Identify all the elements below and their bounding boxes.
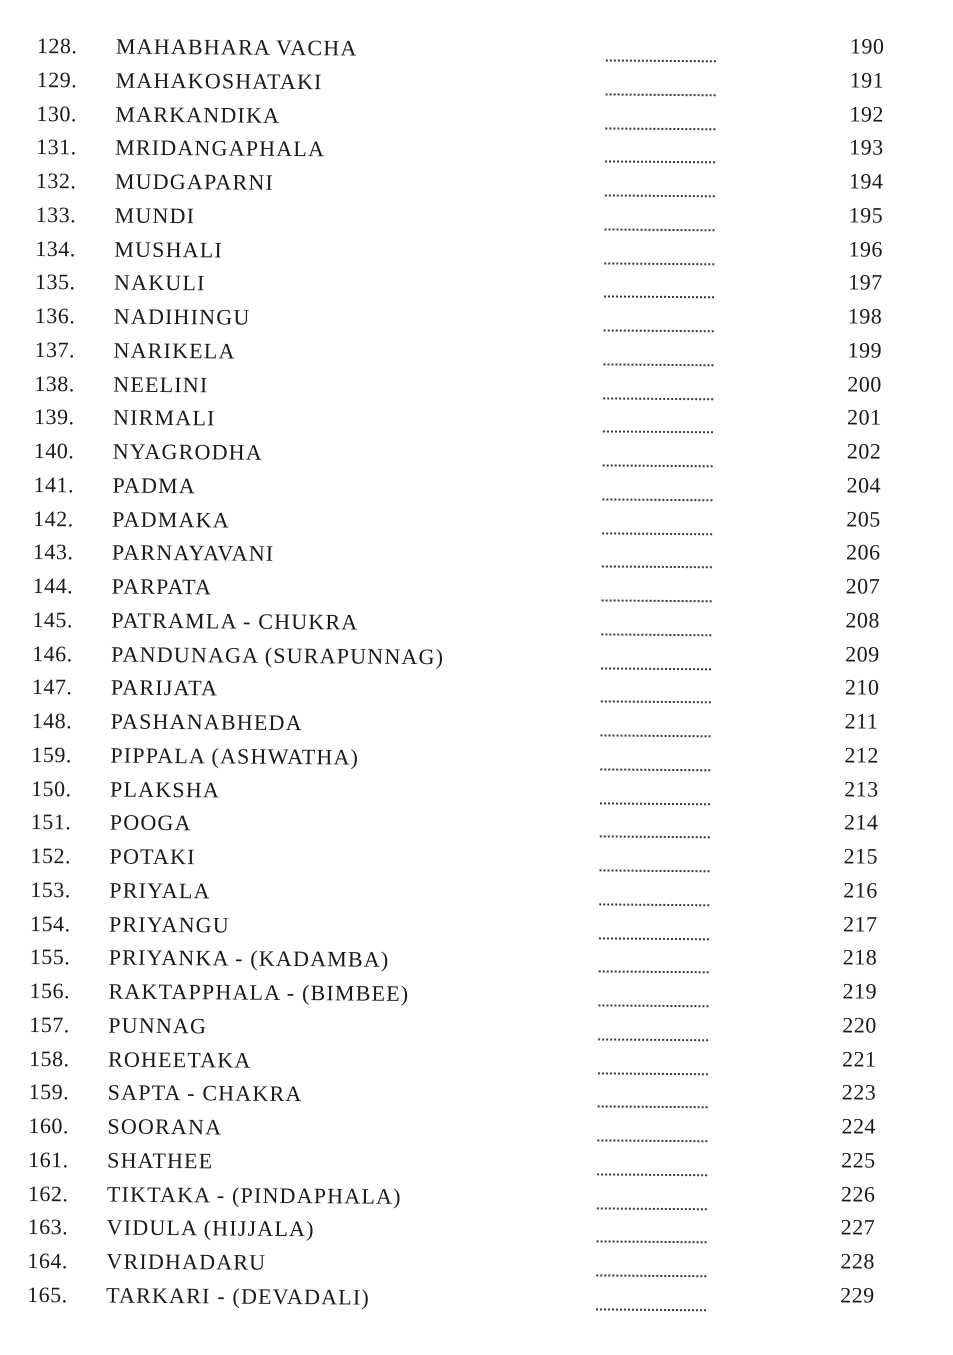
dot-leader xyxy=(603,343,713,366)
entry-number: 129. xyxy=(36,66,78,93)
entry-page-number: 217 xyxy=(842,910,878,937)
dot-leader xyxy=(599,883,709,906)
entry-number: 157. xyxy=(29,1011,70,1038)
entry-number: 161. xyxy=(28,1146,69,1173)
entry-page-number: 213 xyxy=(844,775,879,802)
entry-number: 140. xyxy=(33,437,75,464)
entry-number: 141. xyxy=(33,471,75,498)
entry-title: NIRMALI xyxy=(112,404,216,431)
entry-page-number: 206 xyxy=(845,539,881,565)
entry-number: 160. xyxy=(28,1112,70,1139)
entry-number: 159. xyxy=(31,741,72,768)
entry-number: 145. xyxy=(32,606,74,633)
entry-number: 164. xyxy=(27,1247,69,1274)
entry-title: VRIDHADARU xyxy=(106,1248,267,1275)
entry-page-number: 190 xyxy=(849,33,885,59)
toc-entry xyxy=(0,1277,943,1318)
entry-number: 128. xyxy=(36,32,78,59)
entry-number: 152. xyxy=(30,842,72,869)
dot-leader xyxy=(604,276,714,299)
entry-page-number: 208 xyxy=(845,607,881,633)
dot-leader xyxy=(598,1052,708,1075)
entry-title: ROHEETAKA xyxy=(107,1046,252,1073)
entry-title: MRIDANGAPHALA xyxy=(115,134,326,162)
entry-title: PRIYANKA - (KADAMBA) xyxy=(108,944,390,973)
entry-number: 148. xyxy=(31,707,73,734)
entry-title: VIDULA (HIJJALA) xyxy=(106,1214,315,1242)
dot-leader xyxy=(598,1086,708,1109)
dot-leader xyxy=(605,141,715,164)
entry-number: 131. xyxy=(36,134,77,160)
dot-leader xyxy=(603,444,713,467)
dot-leader xyxy=(603,411,713,434)
dot-leader xyxy=(600,782,710,805)
entry-title: PUNNAG xyxy=(108,1012,208,1039)
entry-page-number: 214 xyxy=(843,809,879,835)
entry-title: PADMA xyxy=(112,472,197,498)
dot-leader xyxy=(602,478,712,501)
entry-title: NYAGRODHA xyxy=(112,438,264,465)
entry-title: MUNDI xyxy=(114,202,196,228)
entry-page-number: 220 xyxy=(842,1012,877,1038)
entry-page-number: 219 xyxy=(842,978,878,1004)
entry-title: PARIJATA xyxy=(110,674,219,701)
entry-page-number: 228 xyxy=(840,1248,876,1274)
entry-page-number: 201 xyxy=(846,404,882,430)
entry-number: 143. xyxy=(32,539,74,565)
entry-title: PASHANABHEDA xyxy=(110,708,303,736)
entry-page-number: 226 xyxy=(840,1180,876,1207)
entry-number: 133. xyxy=(35,201,77,228)
entry-page-number: 193 xyxy=(849,134,884,160)
entry-title: MARKANDIKA xyxy=(115,101,281,128)
entry-number: 159. xyxy=(28,1079,70,1105)
dot-leader xyxy=(601,681,711,704)
entry-title: PADMAKA xyxy=(112,506,230,533)
entry-page-number: 223 xyxy=(841,1079,877,1105)
dot-leader xyxy=(598,984,708,1007)
dot-leader xyxy=(604,309,714,332)
entry-page-number: 199 xyxy=(847,337,883,363)
dot-leader xyxy=(598,1018,708,1041)
entry-number: 162. xyxy=(27,1180,69,1206)
entry-number: 153. xyxy=(30,876,71,903)
entry-title: MUSHALI xyxy=(114,236,224,262)
entry-page-number: 218 xyxy=(842,944,878,970)
entry-title: TIKTAKA - (PINDAPHALA) xyxy=(106,1181,402,1209)
dot-leader xyxy=(606,39,716,62)
entry-page-number: 191 xyxy=(849,67,885,93)
entry-page-number: 225 xyxy=(841,1147,876,1173)
dot-leader xyxy=(596,1254,706,1277)
entry-page-number: 211 xyxy=(844,708,879,734)
entry-number: 144. xyxy=(32,572,74,599)
dot-leader xyxy=(597,1187,707,1210)
dot-leader xyxy=(605,107,715,130)
entry-title: MAHABHARA VACHA xyxy=(115,33,358,61)
entry-title: NEELINI xyxy=(113,371,209,397)
entry-title: NAKULI xyxy=(114,269,206,296)
entry-number: 156. xyxy=(29,977,71,1004)
entry-number: 163. xyxy=(27,1214,69,1240)
dot-leader xyxy=(601,714,711,737)
entry-title: TARKARI - (DEVADALI) xyxy=(106,1282,371,1310)
entry-page-number: 204 xyxy=(846,472,882,498)
entry-page-number: 207 xyxy=(845,573,881,599)
entry-page-number: 205 xyxy=(846,505,881,532)
entry-title: POTAKI xyxy=(109,843,196,870)
dot-leader xyxy=(597,1153,707,1176)
dot-leader xyxy=(605,208,715,231)
entry-title: PATRAMLA - CHUKRA xyxy=(111,607,359,635)
entry-page-number: 198 xyxy=(847,303,883,329)
entry-page-number: 195 xyxy=(848,202,884,228)
entry-page-number: 212 xyxy=(844,742,880,768)
dot-leader xyxy=(605,174,715,197)
dot-leader xyxy=(606,73,716,96)
entry-number: 138. xyxy=(34,370,75,396)
entry-title: SHATHEE xyxy=(107,1147,214,1174)
entry-number: 155. xyxy=(29,944,71,970)
entry-number: 165. xyxy=(27,1281,68,1308)
entry-title: MUDGAPARNI xyxy=(114,168,275,195)
entry-title: PARNAYAVANI xyxy=(111,539,275,567)
entry-page-number: 209 xyxy=(845,640,880,667)
entry-page-number: 196 xyxy=(848,235,883,262)
dot-leader xyxy=(599,849,709,872)
dot-leader xyxy=(602,512,712,535)
entry-title: SOORANA xyxy=(107,1113,223,1140)
entry-page-number: 224 xyxy=(841,1113,877,1139)
dot-leader xyxy=(597,1119,707,1142)
entry-number: 150. xyxy=(31,775,72,801)
dot-leader xyxy=(596,1288,706,1311)
entry-title: NARIKELA xyxy=(113,337,236,364)
entry-title: POOGA xyxy=(109,809,192,836)
entry-page-number: 192 xyxy=(849,100,885,127)
dot-leader xyxy=(600,816,710,839)
entry-number: 154. xyxy=(29,910,71,936)
dot-leader xyxy=(603,377,713,400)
entry-title: SAPTA - CHAKRA xyxy=(107,1079,303,1107)
entry-page-number: 227 xyxy=(840,1214,876,1240)
entry-title: PLAKSHA xyxy=(110,776,221,802)
entry-title: PRIYALA xyxy=(109,877,211,904)
dot-leader xyxy=(601,647,711,670)
table-of-contents xyxy=(0,29,953,1319)
entry-title: NADIHINGU xyxy=(113,303,251,330)
entry-number: 146. xyxy=(32,640,73,666)
entry-title: PIPPALA (ASHWATHA) xyxy=(110,742,360,770)
entry-number: 135. xyxy=(35,269,76,295)
entry-page-number: 200 xyxy=(847,370,882,397)
dot-leader xyxy=(602,579,712,602)
entry-number: 139. xyxy=(33,404,75,430)
entry-page-number: 229 xyxy=(840,1282,875,1308)
entry-title: MAHAKOSHATAKI xyxy=(115,67,323,94)
entry-page-number: 210 xyxy=(844,674,880,700)
entry-title: PANDUNAGA (SURAPUNNAG) xyxy=(111,641,445,669)
entry-number: 137. xyxy=(34,336,76,363)
entry-title: PARPATA xyxy=(111,573,213,600)
entry-number: 158. xyxy=(28,1045,70,1071)
entry-number: 151. xyxy=(30,809,72,835)
entry-number: 142. xyxy=(33,505,74,531)
entry-page-number: 197 xyxy=(848,269,883,295)
dot-leader xyxy=(599,917,709,940)
entry-number: 132. xyxy=(35,167,77,194)
entry-number: 136. xyxy=(34,302,76,329)
entry-page-number: 194 xyxy=(848,168,884,194)
dot-leader xyxy=(600,748,710,771)
dot-leader xyxy=(601,613,711,636)
entry-page-number: 215 xyxy=(843,843,879,869)
entry-page-number: 221 xyxy=(841,1045,877,1072)
entry-number: 134. xyxy=(35,235,76,261)
entry-title: RAKTAPPHALA - (BIMBEE) xyxy=(108,978,410,1006)
entry-number: 130. xyxy=(36,100,78,126)
entry-page-number: 202 xyxy=(846,438,882,464)
entry-page-number: 216 xyxy=(843,877,878,903)
entry-title: PRIYANGU xyxy=(108,911,231,938)
dot-leader xyxy=(602,546,712,569)
entry-number: 147. xyxy=(31,674,73,700)
dot-leader xyxy=(597,1221,707,1244)
dot-leader xyxy=(604,242,714,265)
dot-leader xyxy=(599,951,709,974)
